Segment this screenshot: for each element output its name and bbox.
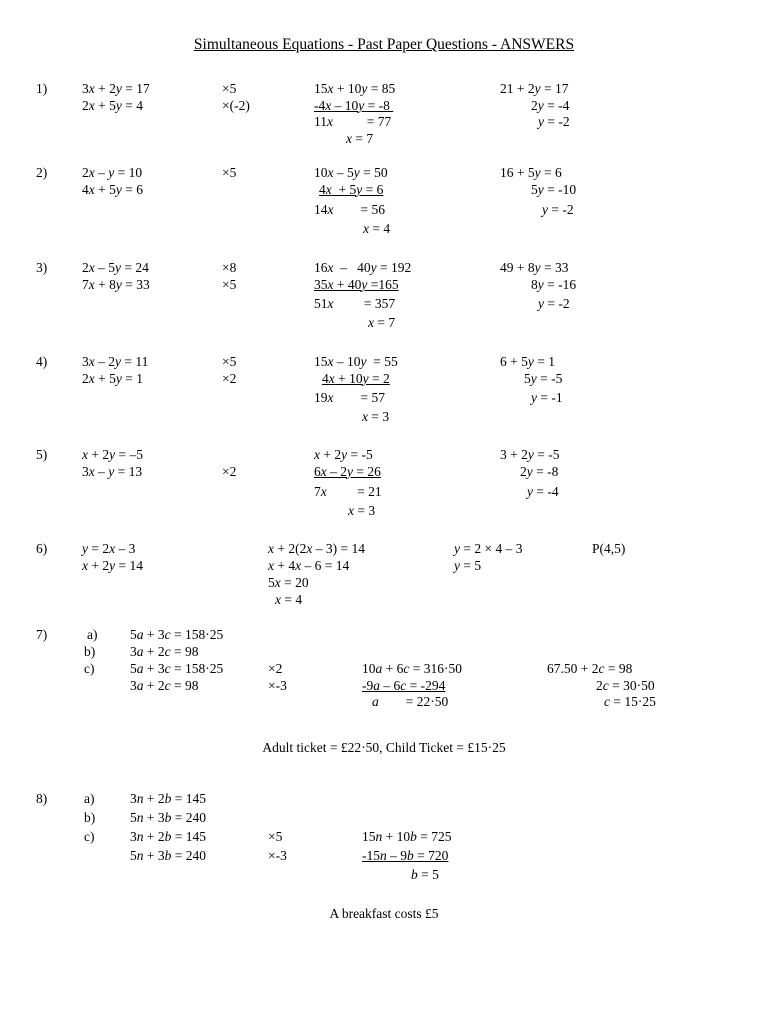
equation-line: y = 5 xyxy=(454,558,482,573)
equation-line: 2) xyxy=(36,165,48,180)
equation-line: 10a + 6c = 316·50 xyxy=(362,661,462,676)
equation-line: 3x – 2y = 11 xyxy=(82,354,149,369)
equation-line: ×2 xyxy=(222,371,237,386)
equation-line: 6x – 2y = 26 xyxy=(314,464,381,479)
equation-line: 21 + 2y = 17 xyxy=(500,81,569,96)
equation-line: 7x + 8y = 33 xyxy=(82,277,150,292)
equation-line: ×5 xyxy=(222,354,237,369)
equation-line: 35x + 40y =165 xyxy=(314,277,399,292)
equation-line: 15x – 10y = 55 xyxy=(314,354,398,369)
equation-line: 4x + 5y = 6 xyxy=(82,182,143,197)
equation-line: 5y = -5 xyxy=(524,371,563,386)
equation-line: y = 2x – 3 xyxy=(82,541,136,556)
equation-line: x + 4x – 6 = 14 xyxy=(268,558,350,573)
equation-line: b) xyxy=(84,644,96,659)
equation-line: x = 7 xyxy=(368,315,396,330)
equation-line: c) xyxy=(84,829,95,844)
equation-line: 5a + 3c = 158·25 xyxy=(130,661,224,676)
equation-line: 5) xyxy=(36,447,48,462)
equation-line: 2x + 5y = 4 xyxy=(82,98,143,113)
conclusion-text: Adult ticket = £22·50, Child Ticket = £15·25 xyxy=(262,740,506,755)
equation-line: ×8 xyxy=(222,260,237,275)
equation-line: ×2 xyxy=(268,661,283,676)
equation-line: x + 2y = –5 xyxy=(82,447,143,462)
equation-line: 3n + 2b = 145 xyxy=(130,829,206,844)
equation-line: 49 + 8y = 33 xyxy=(500,260,569,275)
equation-line: y = -2 xyxy=(538,296,570,311)
equation-line: y = -2 xyxy=(538,114,570,129)
equation-line: 1) xyxy=(36,81,48,96)
equation-line: x = 7 xyxy=(346,131,374,146)
equation-line: y = -1 xyxy=(531,390,563,405)
equation-line: 14x = 56 xyxy=(314,202,385,217)
equation-line: 7x = 21 xyxy=(314,484,382,499)
equation-line: 16x – 40y = 192 xyxy=(314,260,412,275)
equation-line: ×-3 xyxy=(268,848,287,863)
equation-line: -4x – 10y = -8 xyxy=(314,98,394,113)
equation-line: 15x + 10y = 85 xyxy=(314,81,396,96)
equation-line: -9a – 6c = -294 xyxy=(362,678,446,693)
equation-line: 3x – y = 13 xyxy=(82,464,143,479)
equation-line: 2y = -8 xyxy=(520,464,559,479)
equation-line: 10x – 5y = 50 xyxy=(314,165,388,180)
equation-line: ×5 xyxy=(222,81,237,96)
equation-line: 4x + 10y = 2 xyxy=(322,371,390,386)
equation-line: ×2 xyxy=(222,464,237,479)
equation-line: 5n + 3b = 240 xyxy=(130,848,206,863)
equation-line: ×(-2) xyxy=(222,98,250,113)
equation-line: 2x – y = 10 xyxy=(82,165,143,180)
equation-line: x + 2(2x – 3) = 14 xyxy=(268,541,365,556)
equation-line: x = 4 xyxy=(275,592,303,607)
equation-line: 5n + 3b = 240 xyxy=(130,810,206,825)
equation-line: 8y = -16 xyxy=(531,277,577,292)
equation-line: ×5 xyxy=(222,165,237,180)
conclusion-text: A breakfast costs £5 xyxy=(329,906,439,921)
equation-line: 67.50 + 2c = 98 xyxy=(547,661,633,676)
equation-line: ×-3 xyxy=(268,678,287,693)
equation-line: 3x + 2y = 17 xyxy=(82,81,150,96)
equation-line: 3 + 2y = -5 xyxy=(500,447,560,462)
equation-line: 4) xyxy=(36,354,48,369)
equation-line: 2x – 5y = 24 xyxy=(82,260,149,275)
equation-line: a) xyxy=(84,791,95,806)
equation-line: 6) xyxy=(36,541,48,556)
equation-line: 16 + 5y = 6 xyxy=(500,165,562,180)
equation-line: 11x = 77 xyxy=(314,114,392,129)
equation-line: -15n – 9b = 720 xyxy=(362,848,449,863)
equation-line: 2x + 5y = 1 xyxy=(82,371,143,386)
equation-line: x + 2y = -5 xyxy=(314,447,373,462)
equation-line: 5y = -10 xyxy=(531,182,577,197)
equation-line: c) xyxy=(84,661,95,676)
equation-line: 2y = -4 xyxy=(531,98,570,113)
equation-line: 7) xyxy=(36,627,48,642)
equation-line: ×5 xyxy=(222,277,237,292)
equation-line: x + 2y = 14 xyxy=(82,558,143,573)
equation-line: 2c = 30·50 xyxy=(596,678,655,693)
equation-line: ×5 xyxy=(268,829,283,844)
equation-line: 15n + 10b = 725 xyxy=(362,829,452,844)
equation-line: x = 3 xyxy=(348,503,376,518)
page-title: Simultaneous Equations - Past Paper Questions - ANSWERS xyxy=(193,36,575,53)
equation-line: P(4,5) xyxy=(592,541,626,556)
equation-line: b = 5 xyxy=(411,867,439,882)
equation-line: 3n + 2b = 145 xyxy=(130,791,206,806)
equation-line: 51x = 357 xyxy=(314,296,396,311)
equation-line: y = -2 xyxy=(542,202,574,217)
equation-line: c = 15·25 xyxy=(604,694,656,709)
equation-line: b) xyxy=(84,810,96,825)
equation-line: 3) xyxy=(36,260,48,275)
equation-line: a) xyxy=(87,627,98,642)
equation-line: 3a + 2c = 98 xyxy=(130,644,199,659)
equation-line: 5a + 3c = 158·25 xyxy=(130,627,224,642)
equation-line: 8) xyxy=(36,791,48,806)
equation-line: 5x = 20 xyxy=(268,575,309,590)
equation-line: 6 + 5y = 1 xyxy=(500,354,555,369)
equation-line: y = 2 × 4 – 3 xyxy=(454,541,523,556)
equation-line: y = -4 xyxy=(527,484,559,499)
equation-line: x = 4 xyxy=(363,221,391,236)
equation-line: 3a + 2c = 98 xyxy=(130,678,199,693)
equation-line: a = 22·50 xyxy=(372,694,449,709)
equation-line: 4x + 5y = 6 xyxy=(319,182,384,197)
equation-line: x = 3 xyxy=(362,409,390,424)
equation-line: 19x = 57 xyxy=(314,390,385,405)
